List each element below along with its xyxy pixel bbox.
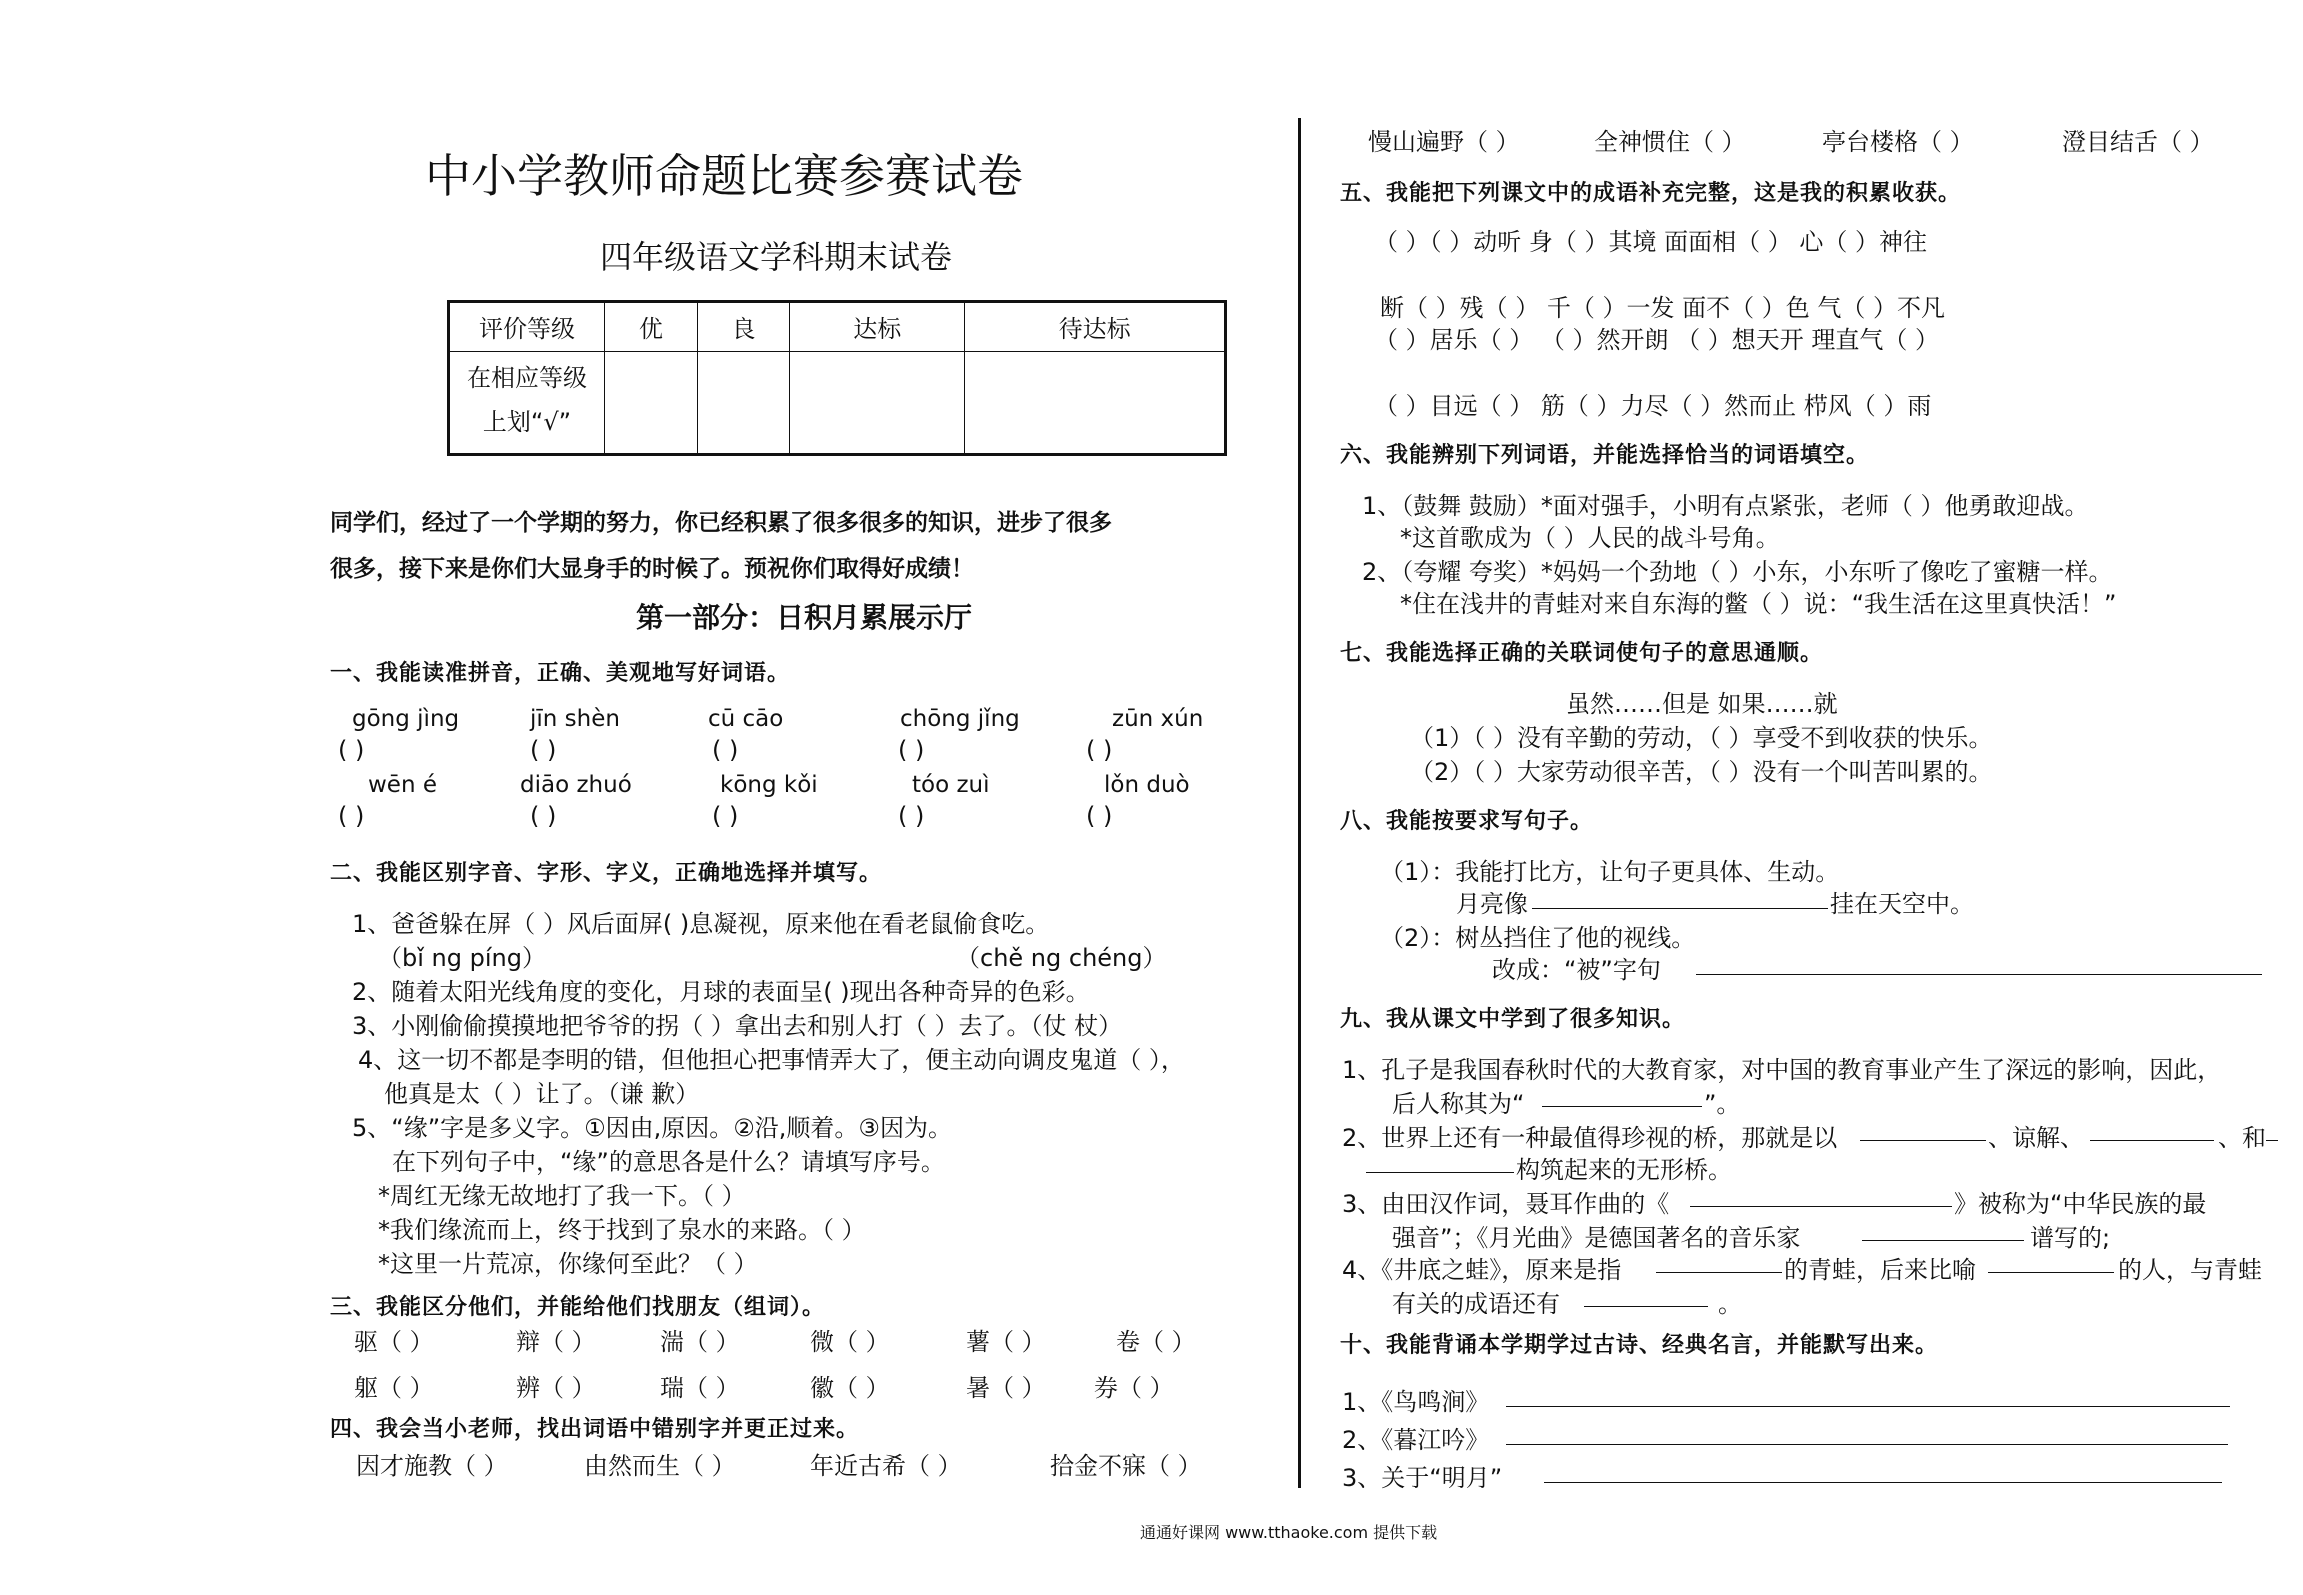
word-item: 澄目结舌（ ） [2062,128,2214,156]
page-title: 中小学教师命题比赛参赛试卷 [425,149,1023,203]
pinyin: wēn é [368,772,437,798]
question-line: 2、世界上还有一种最值得珍视的桥，那就是以 [1342,1124,1838,1152]
question-line: 2、《暮江吟》 [1342,1426,1490,1454]
question-line: 4、这一切不都是李明的错，但他担心把事情弄大了，便主动向调皮鬼道（ ）， [358,1046,1185,1074]
answer-line[interactable] [1544,1482,2222,1483]
answer-line[interactable] [2090,1140,2214,1141]
pinyin: zūn xún [1112,706,1204,732]
page-subtitle: 四年级语文学科期末试卷 [600,238,953,276]
pinyin: diāo zhuó [520,772,632,798]
question-line: 改成：“被”字句 [1492,956,1661,984]
grade-table [447,300,1227,456]
question-line: 1、（鼓舞 鼓励）*面对强手，小明有点紧张，老师（ ）他勇敢迎战。 [1362,492,2089,520]
word-item: 慢山遍野（ ） [1368,128,1520,156]
word-item: 躯（ ） [354,1374,434,1402]
idiom-row: （ ）（ ）动听 身（ ）其境 面面相（ ） 心（ ）神往 [1374,228,1928,256]
answer-line[interactable] [1584,1306,1708,1307]
answer-line[interactable] [1506,1444,2228,1445]
question-line: 月亮像 [1456,890,1528,918]
idiom-row: （ ）目远（ ） 筋（ ）力尽（ ）然而止 栉风（ ）雨 [1374,392,1932,420]
grade-header-cell: 评价等级 [449,302,605,352]
question-line: 谱写的; [2030,1224,2111,1252]
pinyin: chōng jǐng [900,706,1020,732]
word-item: 全神惯住（ ） [1594,128,1746,156]
answer-paren[interactable]: ( ) [338,736,365,764]
word-item: 驱（ ） [354,1328,434,1356]
idiom-row: 断（ ）残（ ） 千（ ）一发 面不（ ）色 气（ ）不凡 [1380,294,1946,322]
question-line: 5、“缘”字是多义字。①因由,原因。②沿,顺着。③因为。 [352,1114,952,1142]
question-line: 。 [1718,1290,1742,1318]
question-line: （2）：树丛挡住了他的视线。 [1380,924,1696,952]
word-item: 薯（ ） [966,1328,1046,1356]
word-item: 辩（ ） [516,1328,596,1356]
word-item: 暑（ ） [966,1374,1046,1402]
word-item: 湍（ ） [660,1328,740,1356]
question-line: *这首歌成为（ ）人民的战斗号角。 [1400,524,1780,552]
answer-line[interactable] [1542,1106,1702,1107]
word-item: 由然而生（ ） [584,1452,736,1480]
pinyin: kōng kǒi [720,772,818,798]
word-item: 因才施教（ ） [356,1452,508,1480]
question-line: 的青蛙，后来比喻 [1784,1256,1976,1284]
footer-credit: 通通好课网 www.tthaoke.com 提供下载 [1140,1523,1438,1542]
question-line: 有关的成语还有 [1392,1290,1560,1318]
pinyin: jīn shèn [530,706,620,732]
question-line: 2、（夸耀 夸奖）*妈妈一个劲地（ ）小东，小东听了像吃了蜜糖一样。 [1362,558,2113,586]
grade-header-cell: 达标 [790,302,965,352]
question-line: 挂在天空中。 [1830,890,1974,918]
answer-paren[interactable]: ( ) [1086,736,1113,764]
answer-paren[interactable]: ( ) [712,802,739,830]
section-heading: 一、我能读准拼音，正确、美观地写好词语。 [330,661,791,686]
question-line: *我们缘流而上，终于找到了泉水的来路。（ ） [378,1216,866,1244]
answer-line[interactable] [1860,1140,1986,1141]
answer-paren[interactable]: ( ) [898,736,925,764]
section-heading: 八、我能按要求写句子。 [1340,809,1594,834]
question-line: 他真是太（ ）让了。（谦 歉） [384,1080,700,1108]
question-line: 1、孔子是我国春秋时代的大教育家，对中国的教育事业产生了深远的影响，因此， [1342,1056,2222,1084]
answer-line[interactable] [2266,1140,2278,1141]
pinyin-hint: （chě ng chéng） [956,944,1167,972]
question-line: *这里一片荒凉，你缘何至此？（ ） [378,1250,758,1278]
question-line: 、和 [2218,1124,2266,1152]
grade-header-cell: 良 [697,302,790,352]
question-line: 在下列句子中，“缘”的意思各是什么？请填写序号。 [392,1148,945,1176]
answer-paren[interactable]: ( ) [898,802,925,830]
answer-line[interactable] [1690,1206,1952,1207]
word-item: 瑞（ ） [660,1374,740,1402]
answer-line[interactable] [1862,1240,2024,1241]
pinyin: lǒn duò [1104,772,1190,798]
question-line: 》被称为“中华民族的最 [1954,1190,2207,1218]
question-line: 、谅解、 [1988,1124,2084,1152]
word-item: 券（ ） [1094,1374,1174,1402]
conjunction-options: 虽然……但是 如果……就 [1566,690,1838,718]
question-line: （1）（ ）没有辛勤的劳动，（ ）享受不到收获的快乐。 [1410,724,1993,752]
question-line: （1）：我能打比方，让句子更具体、生动。 [1380,858,1840,886]
section-heading: 七、我能选择正确的关联词使句子的意思通顺。 [1340,641,1824,666]
grade-cell[interactable] [965,352,1226,455]
question-line: 后人称其为“ [1392,1090,1525,1118]
answer-line[interactable] [1366,1172,1514,1173]
column-divider [1298,118,1301,1488]
grade-cell[interactable] [605,352,698,455]
question-line: 1、《鸟鸣涧》 [1342,1388,1490,1416]
grade-header-cell: 优 [605,302,698,352]
answer-paren[interactable]: ( ) [530,736,557,764]
question-line: 3、由田汉作词，聂耳作曲的《 [1342,1190,1670,1218]
word-item: 拾金不寐（ ） [1050,1452,1202,1480]
section-heading: 六、我能辨别下列词语，并能选择恰当的词语填空。 [1340,443,1870,468]
question-line: 3、关于“明月” [1342,1464,1503,1492]
intro-line: 同学们，经过了一个学期的努力，你已经积累了很多很多的知识，进步了很多 [330,510,1112,536]
pinyin: cū cāo [708,706,784,732]
question-line: ”。 [1704,1090,1741,1118]
word-item: 辨（ ） [516,1374,596,1402]
part-title: 第一部分：日积月累展示厅 [636,601,973,634]
grade-cell[interactable] [697,352,790,455]
question-line: 3、小刚偷偷摸摸地把爷爷的拐（ ）拿出去和别人打（ ）去了。（仗 杖） [352,1012,1123,1040]
grade-header-cell: 待达标 [965,302,1226,352]
pinyin: gōng jìng [352,706,460,732]
question-line: 的人，与青蛙 [2118,1256,2262,1284]
question-line: 1、爸爸躲在屏（ ）风后面屏( )息凝视，原来他在看老鼠偷食吃。 [352,910,1050,938]
section-heading: 三、我能区分他们，并能给他们找朋友（组词）。 [330,1295,826,1320]
answer-line[interactable] [1656,1272,1782,1273]
pinyin-hint: （bǐ ng píng） [378,944,546,972]
answer-paren[interactable]: ( ) [712,736,739,764]
pinyin: tóo zuì [912,772,990,798]
question-line: 构筑起来的无形桥。 [1516,1156,1732,1184]
question-line: 2、随着太阳光线角度的变化，月球的表面呈( )现出各种奇异的色彩。 [352,978,1090,1006]
word-item: 徽（ ） [810,1374,890,1402]
section-heading: 九、我从课文中学到了很多知识。 [1340,1007,1686,1032]
answer-line[interactable] [1506,1406,2230,1407]
grade-cell[interactable] [790,352,965,455]
section-heading: 二、我能区别字音、字形、字义，正确地选择并填写。 [330,861,883,886]
question-line: 4、《井底之蛙》，原来是指 [1342,1256,1622,1284]
answer-line[interactable] [1696,974,2262,975]
grade-row-label: 在相应等级 上划“√” [449,352,605,455]
word-item: 微（ ） [810,1328,890,1356]
idiom-row: （ ）居乐（ ） （ ）然开朗 （ ）想天开 理直气（ ） [1374,326,1940,354]
intro-line: 很多，接下来是你们大显身手的时候了。预祝你们取得好成绩！ [330,556,974,582]
answer-line[interactable] [1988,1272,2114,1273]
word-item: 年近古希（ ） [810,1452,962,1480]
section-heading: 五、我能把下列课文中的成语补充完整，这是我的积累收获。 [1340,181,1962,206]
section-heading: 四、我会当小老师，找出词语中错别字并更正过来。 [330,1417,860,1442]
answer-line[interactable] [1532,908,1828,909]
question-line: （2）（ ）大家劳动很辛苦，（ ）没有一个叫苦叫累的。 [1410,758,1993,786]
answer-paren[interactable]: ( ) [530,802,557,830]
answer-paren[interactable]: ( ) [338,802,365,830]
word-item: 亭台楼格（ ） [1822,128,1974,156]
word-item: 卷（ ） [1116,1328,1196,1356]
section-heading: 十、我能背诵本学期学过古诗、经典名言，并能默写出来。 [1340,1333,1939,1358]
question-line: 强音”；《月光曲》是德国著名的音乐家 [1392,1224,1801,1252]
question-line: *住在浅井的青蛙对来自东海的鳖（ ）说：“我生活在这里真快活！” [1400,590,2117,618]
answer-paren[interactable]: ( ) [1086,802,1113,830]
question-line: *周红无缘无故地打了我一下。（ ） [378,1182,746,1210]
